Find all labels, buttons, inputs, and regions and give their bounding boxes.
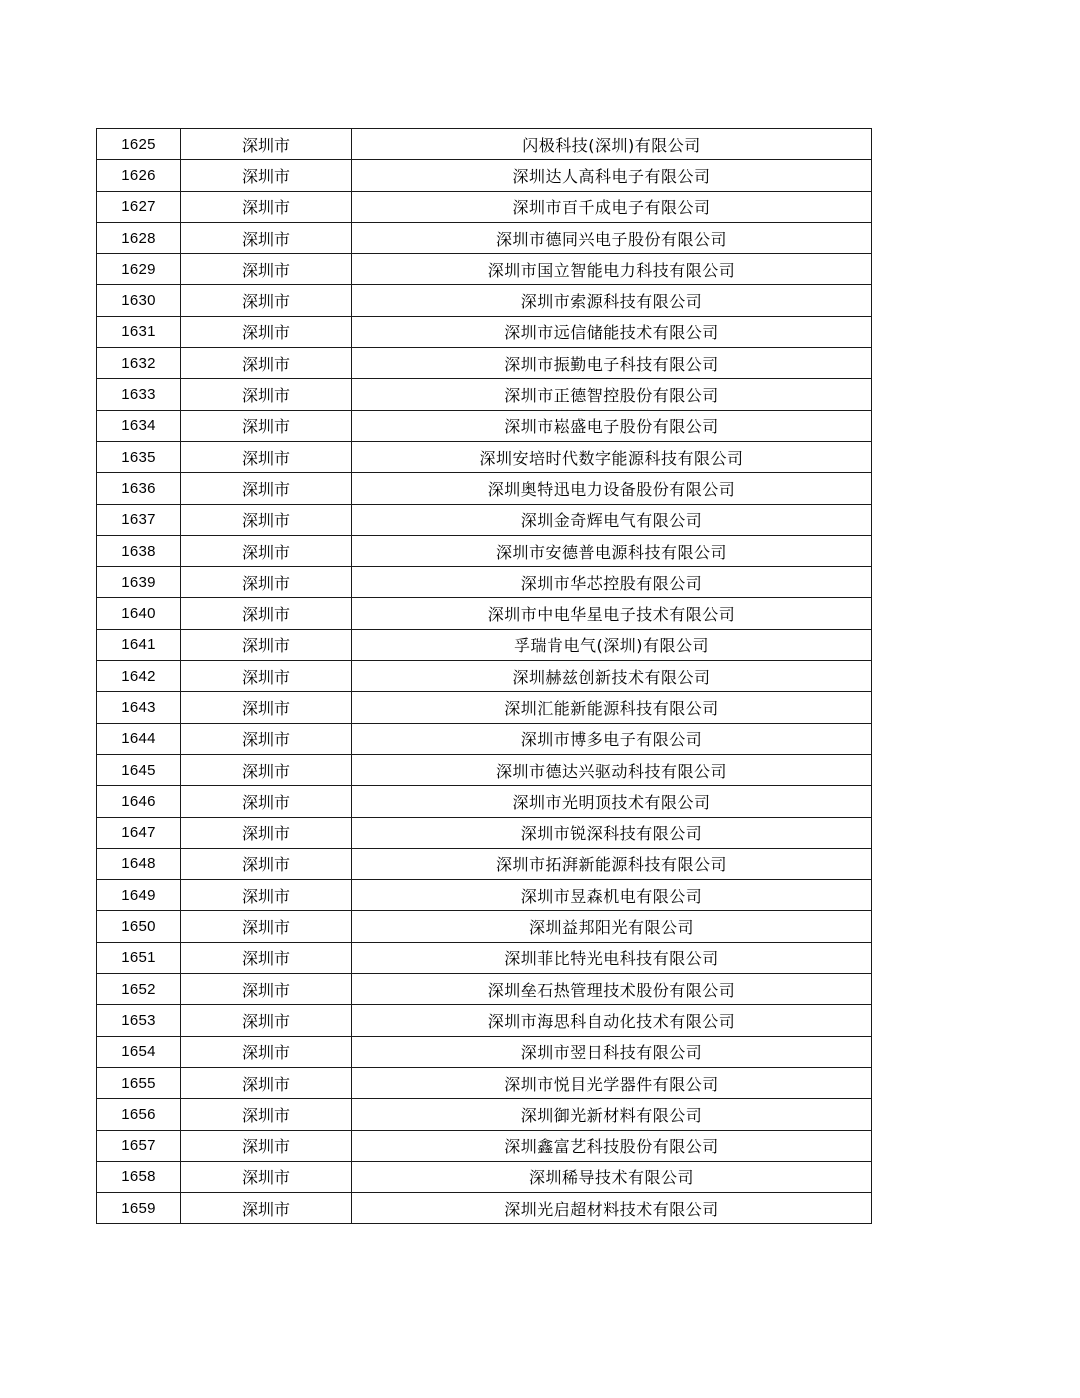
row-number-cell: 1648 (97, 848, 181, 879)
city-cell: 深圳市 (181, 535, 352, 566)
company-name-cell: 深圳市光明顶技术有限公司 (352, 786, 872, 817)
company-name-cell: 深圳市海思科自动化技术有限公司 (352, 1005, 872, 1036)
table-row (97, 254, 872, 285)
row-number-cell: 1657 (97, 1130, 181, 1161)
table-row (97, 692, 872, 723)
company-name-cell: 深圳光启超材料技术有限公司 (352, 1193, 872, 1224)
row-number-cell: 1644 (97, 723, 181, 754)
table-row (97, 316, 872, 347)
row-number-cell: 1635 (97, 441, 181, 472)
company-name-cell: 深圳市国立智能电力科技有限公司 (352, 254, 872, 285)
city-cell: 深圳市 (181, 1130, 352, 1161)
city-cell: 深圳市 (181, 316, 352, 347)
row-number-cell: 1651 (97, 942, 181, 973)
company-name-cell: 深圳达人高科电子有限公司 (352, 160, 872, 191)
city-cell: 深圳市 (181, 629, 352, 660)
city-cell: 深圳市 (181, 598, 352, 629)
row-number-cell: 1650 (97, 911, 181, 942)
table-row (97, 1067, 872, 1098)
city-cell: 深圳市 (181, 191, 352, 222)
row-number-cell: 1636 (97, 473, 181, 504)
row-number-cell: 1642 (97, 661, 181, 692)
table-row (97, 348, 872, 379)
table-row (97, 410, 872, 441)
table-row (97, 504, 872, 535)
row-number-cell: 1637 (97, 504, 181, 535)
table-row (97, 567, 872, 598)
row-number-cell: 1641 (97, 629, 181, 660)
city-cell: 深圳市 (181, 222, 352, 253)
city-cell: 深圳市 (181, 692, 352, 723)
city-cell: 深圳市 (181, 1193, 352, 1224)
company-name-cell: 深圳市德达兴驱动科技有限公司 (352, 754, 872, 785)
city-cell: 深圳市 (181, 567, 352, 598)
city-cell: 深圳市 (181, 1067, 352, 1098)
company-name-cell: 深圳稀导技术有限公司 (352, 1161, 872, 1192)
table-row (97, 285, 872, 316)
city-cell: 深圳市 (181, 473, 352, 504)
table-row (97, 974, 872, 1005)
row-number-cell: 1653 (97, 1005, 181, 1036)
city-cell: 深圳市 (181, 1161, 352, 1192)
table-row (97, 379, 872, 410)
city-cell: 深圳市 (181, 1036, 352, 1067)
row-number-cell: 1645 (97, 754, 181, 785)
table-row (97, 1130, 872, 1161)
city-cell: 深圳市 (181, 285, 352, 316)
city-cell: 深圳市 (181, 348, 352, 379)
row-number-cell: 1652 (97, 974, 181, 1005)
row-number-cell: 1656 (97, 1099, 181, 1130)
city-cell: 深圳市 (181, 410, 352, 441)
company-list-table (96, 128, 872, 1224)
city-cell: 深圳市 (181, 942, 352, 973)
row-number-cell: 1634 (97, 410, 181, 441)
city-cell: 深圳市 (181, 379, 352, 410)
company-name-cell: 深圳金奇辉电气有限公司 (352, 504, 872, 535)
city-cell: 深圳市 (181, 754, 352, 785)
table-row (97, 629, 872, 660)
company-name-cell: 深圳市崧盛电子股份有限公司 (352, 410, 872, 441)
table-row (97, 1193, 872, 1224)
table-row (97, 1036, 872, 1067)
row-number-cell: 1629 (97, 254, 181, 285)
company-name-cell: 闪极科技(深圳)有限公司 (352, 129, 872, 160)
city-cell: 深圳市 (181, 441, 352, 472)
company-name-cell: 深圳市索源科技有限公司 (352, 285, 872, 316)
row-number-cell: 1631 (97, 316, 181, 347)
table-row (97, 1161, 872, 1192)
company-name-cell: 深圳汇能新能源科技有限公司 (352, 692, 872, 723)
row-number-cell: 1654 (97, 1036, 181, 1067)
table-row (97, 1099, 872, 1130)
company-name-cell: 孚瑞肯电气(深圳)有限公司 (352, 629, 872, 660)
table-row (97, 661, 872, 692)
company-name-cell: 深圳市昱森机电有限公司 (352, 880, 872, 911)
city-cell: 深圳市 (181, 254, 352, 285)
company-name-cell: 深圳市百千成电子有限公司 (352, 191, 872, 222)
row-number-cell: 1628 (97, 222, 181, 253)
city-cell: 深圳市 (181, 723, 352, 754)
city-cell: 深圳市 (181, 880, 352, 911)
table-row (97, 911, 872, 942)
row-number-cell: 1658 (97, 1161, 181, 1192)
table-row (97, 129, 872, 160)
table-row (97, 754, 872, 785)
row-number-cell: 1625 (97, 129, 181, 160)
table-row (97, 160, 872, 191)
row-number-cell: 1659 (97, 1193, 181, 1224)
row-number-cell: 1640 (97, 598, 181, 629)
row-number-cell: 1655 (97, 1067, 181, 1098)
table-row (97, 723, 872, 754)
city-cell: 深圳市 (181, 911, 352, 942)
company-name-cell: 深圳市正德智控股份有限公司 (352, 379, 872, 410)
row-number-cell: 1632 (97, 348, 181, 379)
company-name-cell: 深圳市华芯控股有限公司 (352, 567, 872, 598)
row-number-cell: 1647 (97, 817, 181, 848)
city-cell: 深圳市 (181, 974, 352, 1005)
company-name-cell: 深圳市悦目光学器件有限公司 (352, 1067, 872, 1098)
table-row (97, 222, 872, 253)
company-name-cell: 深圳市翌日科技有限公司 (352, 1036, 872, 1067)
company-name-cell: 深圳市拓湃新能源科技有限公司 (352, 848, 872, 879)
city-cell: 深圳市 (181, 817, 352, 848)
company-name-cell: 深圳鑫富艺科技股份有限公司 (352, 1130, 872, 1161)
city-cell: 深圳市 (181, 1005, 352, 1036)
table-row (97, 817, 872, 848)
company-name-cell: 深圳市振勤电子科技有限公司 (352, 348, 872, 379)
company-name-cell: 深圳奥特迅电力设备股份有限公司 (352, 473, 872, 504)
company-name-cell: 深圳市安德普电源科技有限公司 (352, 535, 872, 566)
company-name-cell: 深圳市中电华星电子技术有限公司 (352, 598, 872, 629)
company-name-cell: 深圳市锐深科技有限公司 (352, 817, 872, 848)
row-number-cell: 1633 (97, 379, 181, 410)
company-name-cell: 深圳赫兹创新技术有限公司 (352, 661, 872, 692)
table-row (97, 942, 872, 973)
table-row (97, 535, 872, 566)
company-name-cell: 深圳菲比特光电科技有限公司 (352, 942, 872, 973)
city-cell: 深圳市 (181, 1099, 352, 1130)
table-row (97, 598, 872, 629)
row-number-cell: 1630 (97, 285, 181, 316)
table-row (97, 880, 872, 911)
company-name-cell: 深圳垒石热管理技术股份有限公司 (352, 974, 872, 1005)
row-number-cell: 1649 (97, 880, 181, 911)
row-number-cell: 1627 (97, 191, 181, 222)
company-name-cell: 深圳市远信储能技术有限公司 (352, 316, 872, 347)
row-number-cell: 1639 (97, 567, 181, 598)
company-name-cell: 深圳安培时代数字能源科技有限公司 (352, 441, 872, 472)
company-name-cell: 深圳市德同兴电子股份有限公司 (352, 222, 872, 253)
table-row (97, 191, 872, 222)
table-row (97, 473, 872, 504)
city-cell: 深圳市 (181, 661, 352, 692)
company-name-cell: 深圳御光新材料有限公司 (352, 1099, 872, 1130)
city-cell: 深圳市 (181, 160, 352, 191)
row-number-cell: 1643 (97, 692, 181, 723)
city-cell: 深圳市 (181, 129, 352, 160)
table-row (97, 786, 872, 817)
table-body (97, 129, 872, 1224)
table-row (97, 1005, 872, 1036)
company-name-cell: 深圳益邦阳光有限公司 (352, 911, 872, 942)
table-row (97, 848, 872, 879)
row-number-cell: 1626 (97, 160, 181, 191)
row-number-cell: 1638 (97, 535, 181, 566)
table-row (97, 441, 872, 472)
city-cell: 深圳市 (181, 848, 352, 879)
company-name-cell: 深圳市博多电子有限公司 (352, 723, 872, 754)
city-cell: 深圳市 (181, 786, 352, 817)
city-cell: 深圳市 (181, 504, 352, 535)
row-number-cell: 1646 (97, 786, 181, 817)
